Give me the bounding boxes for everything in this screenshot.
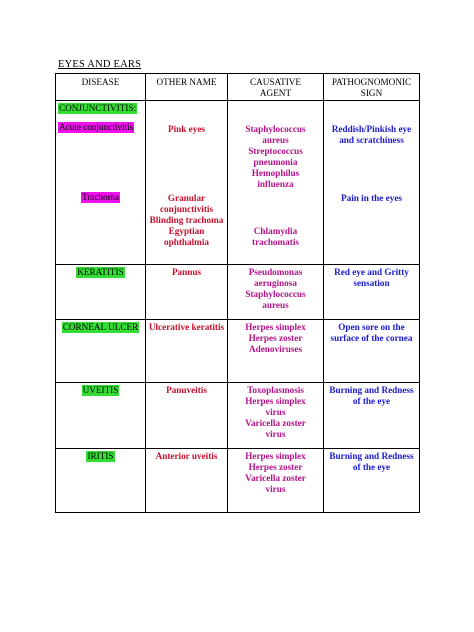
sign-corneal-ulcer: Open sore on the surface of the cornea <box>330 322 413 343</box>
sign-uveitis: Burning and Redness of the eye <box>329 385 414 406</box>
disease-trachoma: Trachoma <box>82 192 119 202</box>
table-row-keratitis <box>56 265 420 320</box>
cell-disease-iritis <box>56 449 146 513</box>
table-row-corneal-ulcer <box>56 320 420 383</box>
header-causative-agent <box>228 74 324 101</box>
other-trachoma: Granular conjunctivitis Blinding trachoma Egyptian ophthalmia <box>149 193 224 247</box>
cell-other-corneal-ulcer <box>146 320 228 383</box>
cell-agent-iritis <box>228 449 324 513</box>
header-disease: DISEASE <box>56 74 146 101</box>
cell-agent-keratitis <box>228 265 324 320</box>
header-causative-line1: CAUSATIVE <box>249 77 302 87</box>
sign-acute: Reddish/Pinkish eye and scratchiness <box>331 124 412 145</box>
cell-disease-keratitis <box>56 265 146 320</box>
header-causative-line2: AGENT <box>259 88 292 98</box>
group-label-conjunctivitis: CONJUNCTIVITIS: <box>59 103 137 113</box>
header-sign-line1: PATHOGNOMONIC <box>331 77 412 87</box>
disease-uveitis: UVEITIS <box>82 385 119 395</box>
agent-uveitis: Toxoplasmosis Herpes simplex virus Varicella zoster virus <box>245 385 306 439</box>
header-row <box>56 74 420 101</box>
sign-trachoma: Pain in the eyes <box>341 193 402 203</box>
agent-iritis: Herpes simplex Herpes zoster Varicella zoster virus <box>245 451 306 494</box>
table-row-conjunctivitis <box>56 101 420 265</box>
agent-trachoma: Chlamydia trachomatis <box>252 226 299 247</box>
disease-table <box>55 73 420 513</box>
disease-iritis: IRITIS <box>87 451 114 461</box>
table-row-uveitis <box>56 383 420 449</box>
cell-sign-iritis <box>324 449 420 513</box>
other-uveitis: Panuveitis <box>166 385 207 395</box>
cell-sign-uveitis <box>324 383 420 449</box>
cell-sign-corneal-ulcer <box>324 320 420 383</box>
disease-keratitis: KERATITIS <box>77 267 124 277</box>
cell-sign-keratitis <box>324 265 420 320</box>
agent-keratitis: Pseudomonas aeruginosa Staphylococcus aureus <box>245 267 306 310</box>
table-row-iritis <box>56 449 420 513</box>
header-sign-line2: SIGN <box>360 88 383 98</box>
header-pathognomonic-sign <box>324 74 420 101</box>
cell-agent-conjunctivitis <box>228 101 324 265</box>
sign-keratitis: Red eye and Gritty sensation <box>334 267 409 288</box>
disease-acute-conjunctivitis: Acute conjunctivitis <box>59 122 134 132</box>
cell-agent-corneal-ulcer <box>228 320 324 383</box>
cell-disease-corneal-ulcer <box>56 320 146 383</box>
cell-disease-conjunctivitis <box>56 101 146 265</box>
cell-other-iritis <box>146 449 228 513</box>
cell-sign-conjunctivitis <box>324 101 420 265</box>
other-keratitis: Pannus <box>171 267 202 277</box>
cell-other-conjunctivitis <box>146 101 228 265</box>
cell-other-uveitis <box>146 383 228 449</box>
disease-corneal-ulcer: CORNEAL ULCER <box>62 322 139 332</box>
cell-other-keratitis <box>146 265 228 320</box>
cell-disease-uveitis <box>56 383 146 449</box>
header-other-name: OTHER NAME <box>146 74 228 101</box>
agent-acute: Staphylococcus aureus Streptococcus pneumonia Hemophilus influenza <box>245 124 306 189</box>
cell-agent-uveitis <box>228 383 324 449</box>
sign-iritis: Burning and Redness of the eye <box>329 451 414 472</box>
other-corneal-ulcer: Ulcerative keratitis <box>148 322 225 332</box>
other-iritis: Anterior uveitis <box>155 451 218 461</box>
page-title: EYES AND EARS <box>58 59 142 70</box>
other-acute: Pink eyes <box>167 124 205 134</box>
agent-corneal-ulcer: Herpes simplex Herpes zoster Adenoviruses <box>245 322 306 354</box>
